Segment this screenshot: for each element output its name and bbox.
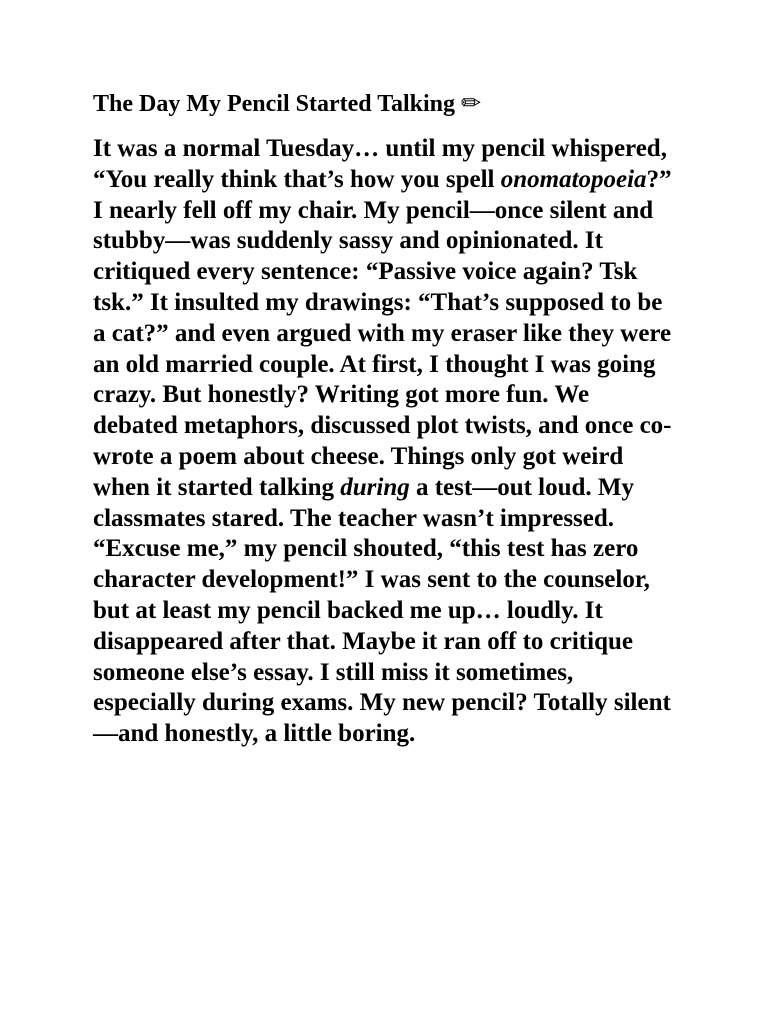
pencil-icon: ✏ (461, 91, 482, 117)
title-text: The Day My Pencil Started Talking (93, 91, 456, 117)
document-title (93, 88, 678, 120)
story-paragraph (93, 134, 678, 750)
story-text-part-1: It was a normal Tuesday… until my pencil whispered, “You really think that’s how you spell (93, 135, 667, 193)
story-emphasis-onomatopoeia: onomatopoeia (500, 165, 647, 193)
story-emphasis-during: during (340, 473, 410, 501)
story-text-part-3: a test—out loud. My classmates stared. The teacher wasn’t impressed. “Excuse me,” my pencil shouted, “this test has zero character development!” I was sent to the counselor, but at least my pencil backed me up… loudly. It disappeared after that. Maybe it ran off to critique someone else’s essay. I still miss it sometimes, especially during exams. My new pencil? Totally silent—and honestly, a little boring. (93, 473, 671, 748)
document-page (93, 88, 678, 750)
story-text-part-2: ?” I nearly fell off my chair. My pencil—once silent and stubby—was suddenly sassy and opinionated. It critiqued every sentence: “Passive voice again? Tsk tsk.” It insulted my drawings: “That’s supposed to be a cat?” and even argued with my eraser like they were an old married couple. At first, I thought I was going crazy. But honestly? Writing got more fun. We debated metaphors, discussed plot twists, and once co-wrote a poem about cheese. Things only got weird when it started talking (93, 165, 672, 501)
